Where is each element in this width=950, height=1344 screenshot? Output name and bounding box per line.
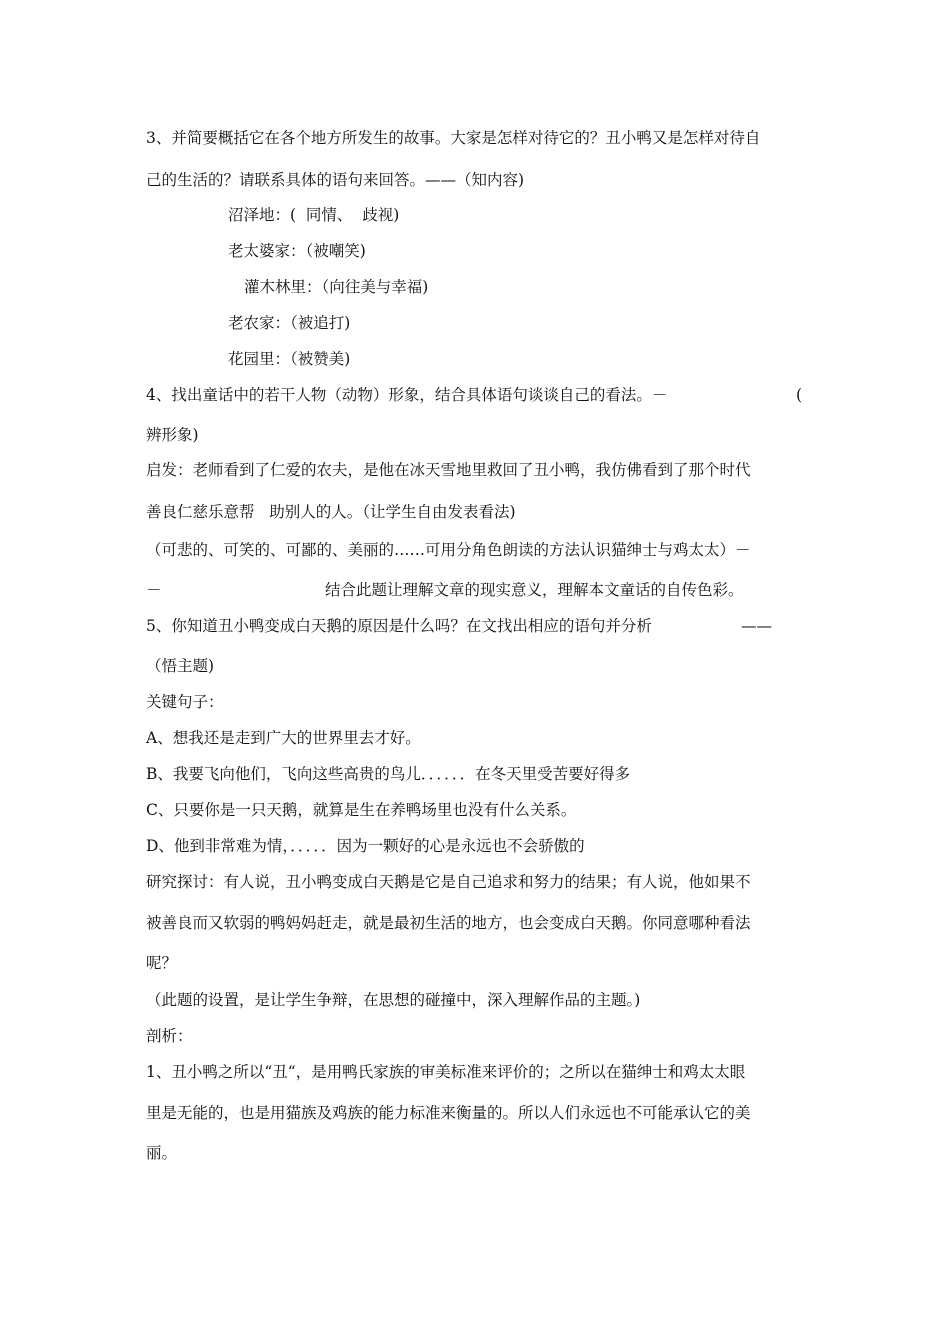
q5-line-1-dash: —— <box>741 617 772 635</box>
research-line-3: 呢？ <box>146 954 178 972</box>
q3-place-farmer: 老农家：（被追打) <box>228 314 351 332</box>
analysis-line-2: 里是无能的，也是用猫族及鸡族的能力标准来衡量的。所以人们永远也不可能承认它的美 <box>146 1104 751 1122</box>
q3-line-2: 己的生活的？请联系具体的语句来回答。——（知内容) <box>146 171 525 189</box>
key-sentence-c: C、只要你是一只天鹅，就算是生在养鸭场里也没有什么关系。 <box>146 801 577 819</box>
q4-note-line-1: （可悲的、可笑的、可鄙的、美丽的……可用分角色朗读的方法认识猫绅士与鸡太太）－ <box>146 541 751 559</box>
key-sentences-heading: 关键句子： <box>146 693 224 711</box>
q4-hint-line-2: 善良仁慈乐意帮 助别人的人。（让学生自由发表看法) <box>146 503 516 521</box>
q3-place-swamp: 沼泽地：( 同情、 歧视) <box>228 206 400 224</box>
q3-place-bushes: 灌木林里：（向往美与幸福) <box>244 278 429 296</box>
key-sentence-b: B、我要飞向他们，飞向这些高贵的鸟儿．．．．．．在冬天里受苦要好得多 <box>146 765 631 783</box>
analysis-line-3: 丽。 <box>146 1144 178 1162</box>
q4-hint-line-1: 启发：老师看到了仁爱的农夫，是他在冰天雪地里救回了丑小鸭，我仿佛看到了那个时代 <box>146 461 751 479</box>
q3-place-garden: 花园里：（被赞美) <box>228 350 351 368</box>
key-sentence-d: D、他到非常难为情，．．．．．因为一颗好的心是永远也不会骄傲的 <box>146 837 585 855</box>
analysis-heading: 剖析： <box>146 1027 193 1045</box>
q4-note-line-2: 结合此题让理解文章的现实意义，理解本文童话的自传色彩。 <box>325 581 744 599</box>
research-line-1: 研究探讨：有人说，丑小鸭变成白天鹅是它是自己追求和努力的结果；有人说，他如果不 <box>146 873 751 891</box>
research-line-2: 被善良而又软弱的鸭妈妈赶走，就是最初生活的地方，也会变成白天鹅。你同意哪种看法 <box>146 914 751 932</box>
q4-note-line-2-dash: － <box>146 581 162 599</box>
key-sentence-a: A、想我还是走到广大的世界里去才好。 <box>146 729 421 747</box>
q5-line-1: 5、你知道丑小鸭变成白天鹅的原因是什么吗？在文找出相应的语句并分析 <box>146 617 652 635</box>
q4-line-1: 4、找出童话中的若干人物（动物）形象，结合具体语句谈谈自己的看法。－ <box>146 386 668 404</box>
q3-line-1: 3、并简要概括它在各个地方所发生的故事。大家是怎样对待它的？丑小鸭又是怎样对待自 <box>146 129 761 147</box>
q3-place-old-woman: 老太婆家：（被嘲笑) <box>228 242 366 260</box>
design-note: （此题的设置，是让学生争辩，在思想的碰撞中，深入理解作品的主题。) <box>146 991 641 1009</box>
q4-line-1-paren: ( <box>796 386 803 404</box>
q5-line-2: （悟主题) <box>146 657 215 675</box>
analysis-line-1: 1、丑小鸭之所以“丑“，是用鸭氏家族的审美标准来评价的；之所以在猫绅士和鸡太太眼 <box>146 1063 746 1081</box>
q4-line-2: 辨形象) <box>146 426 199 444</box>
